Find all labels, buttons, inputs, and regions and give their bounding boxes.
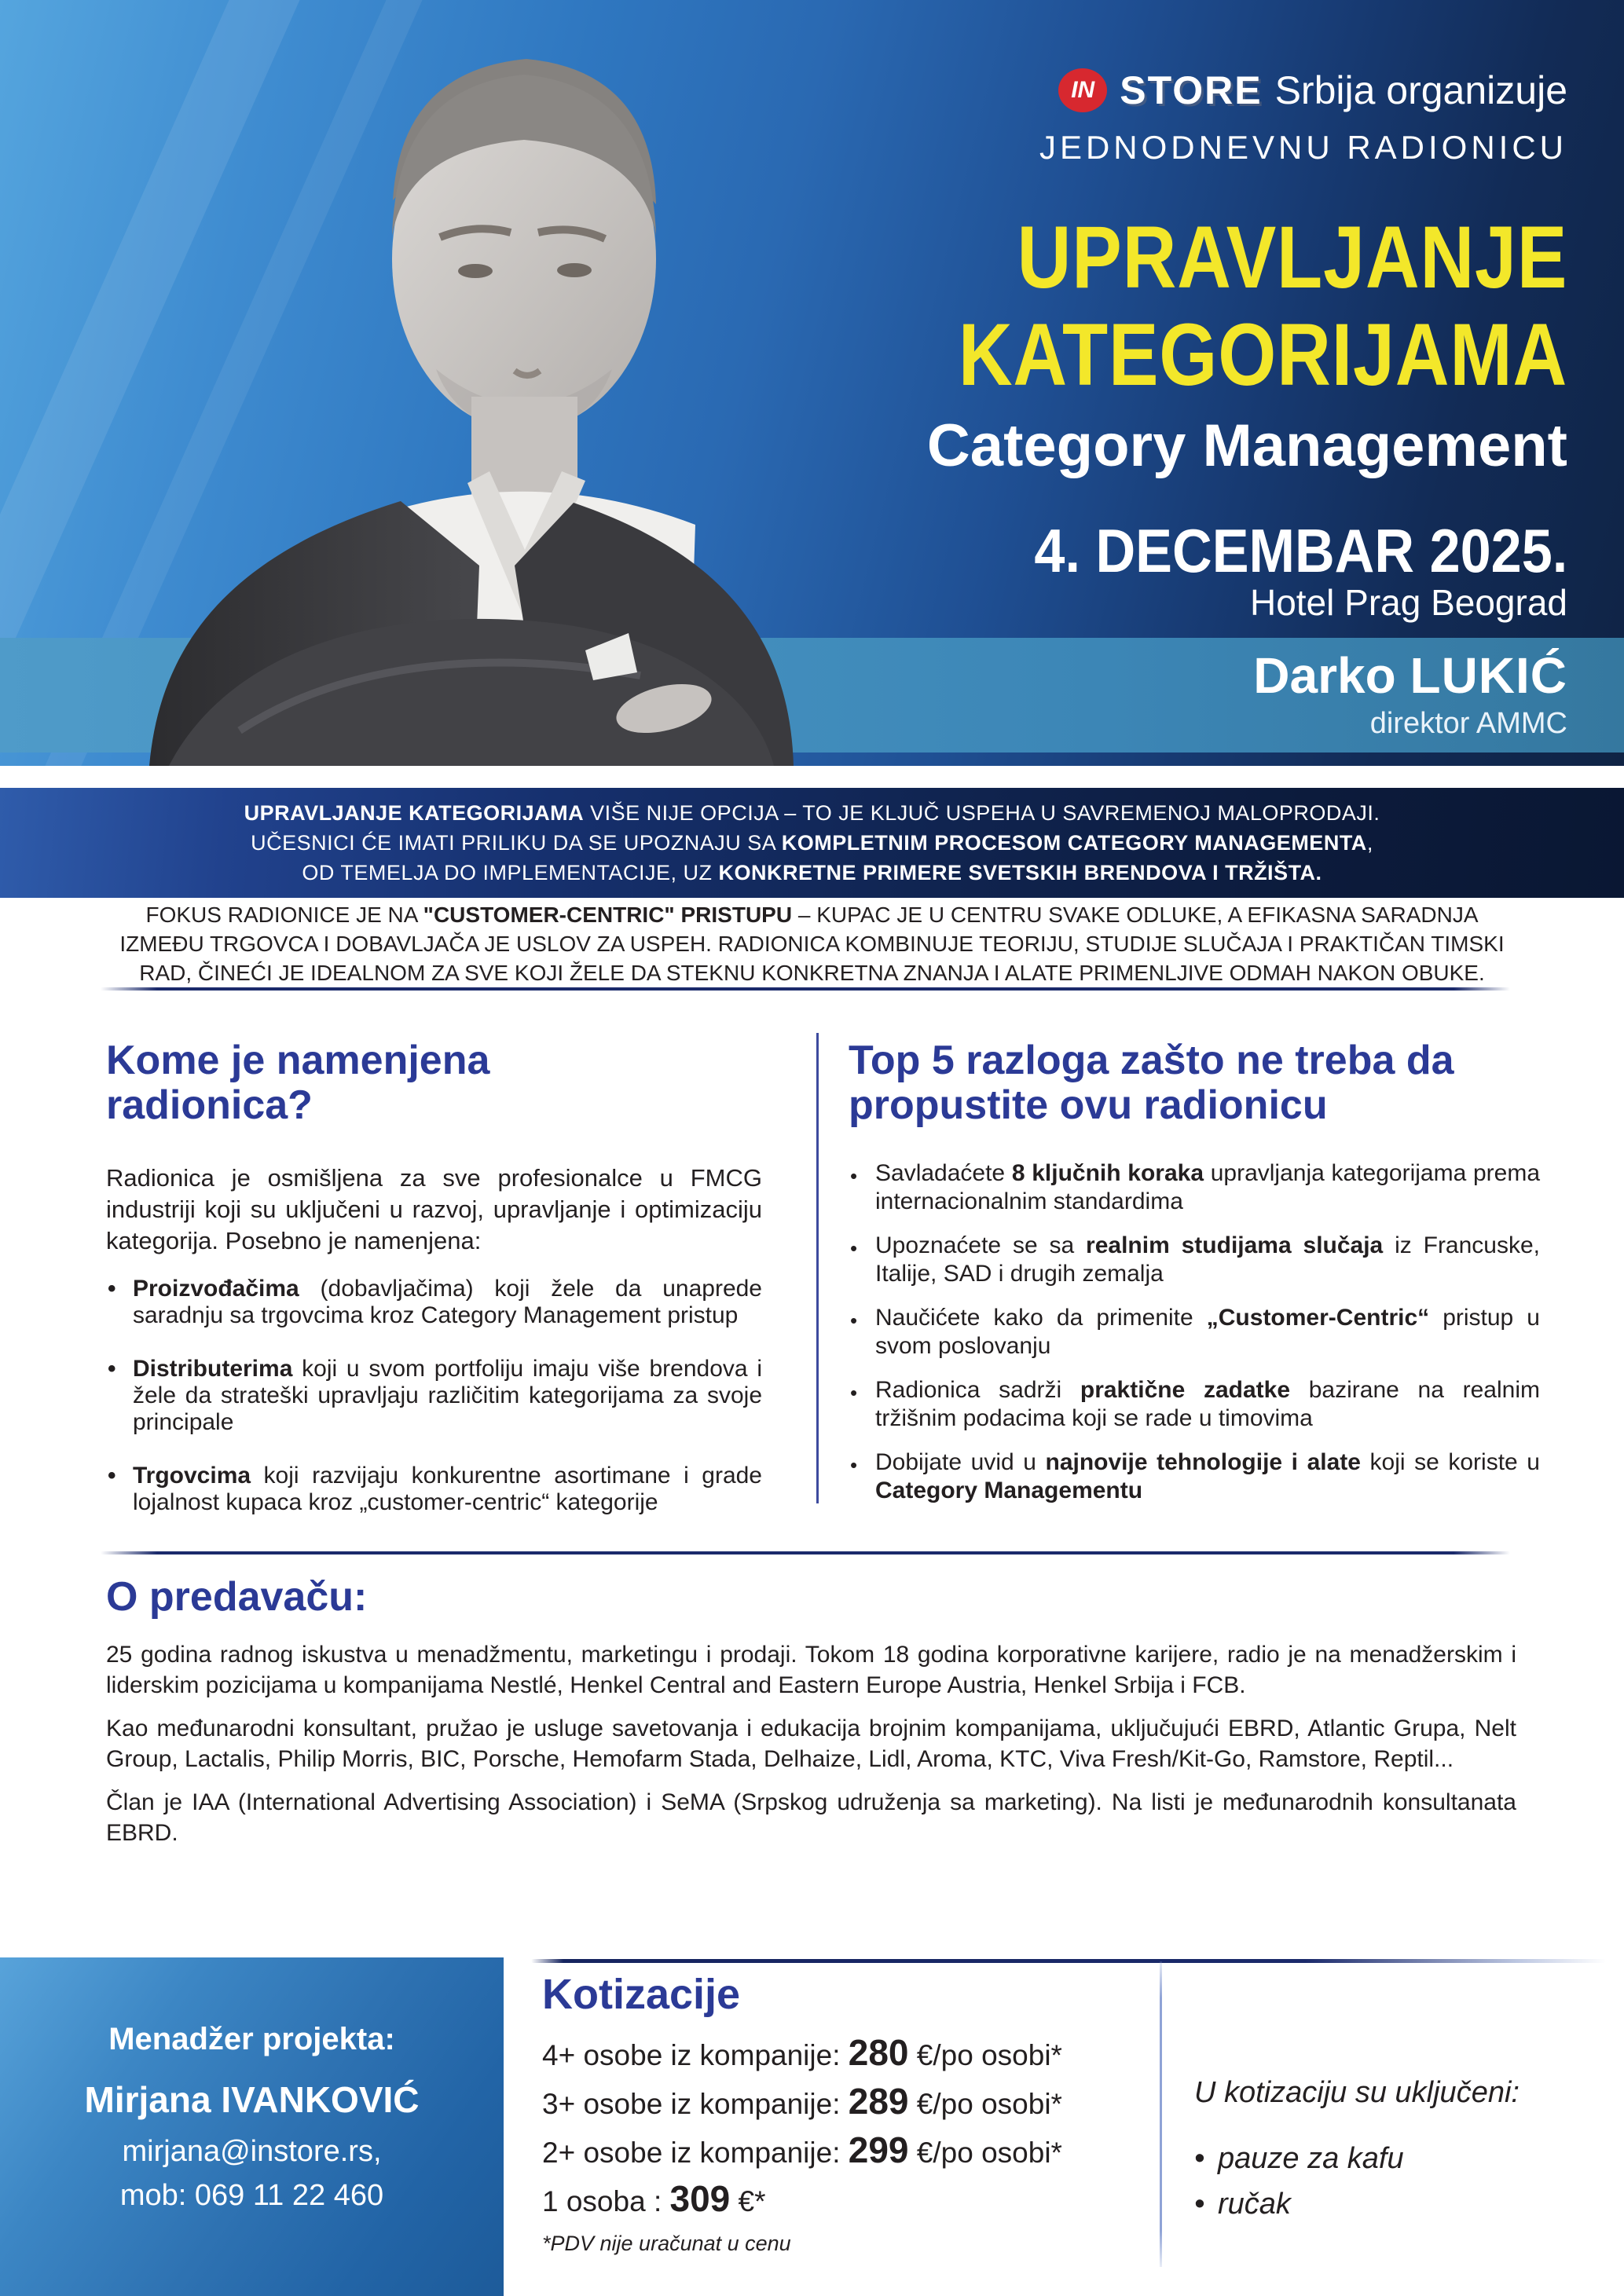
event-title-line1-text: UPRAVLJANJE (1017, 208, 1567, 306)
list-item-text: koji u svom portfoliju imaju više brendova i žele da strateški upravljaju različitim kategorijama za svoje principale (133, 1356, 762, 1435)
about-speaker-section (106, 1576, 1516, 1861)
banner-line-bold: KONKRETNE PRIMERE SVETSKIH BRENDOVA I TRŽIŠTA. (718, 861, 1322, 884)
audience-list (106, 1276, 762, 1516)
fee-text: €/po osobi* (908, 2088, 1062, 2120)
fee-text: €/po osobi* (908, 2039, 1062, 2071)
section-divider (101, 987, 1510, 991)
fee-text: 2+ osobe iz kompanije: (542, 2137, 849, 2169)
manager-email: mirjana@instore.rs, (122, 2135, 382, 2168)
instore-logo-in-text: IN (1071, 77, 1095, 103)
list-item-bold: „Customer-Centric“ (1206, 1305, 1430, 1331)
list-item-bold: Distributerima (133, 1356, 293, 1382)
speaker-role: direktor AMMC (1369, 707, 1567, 740)
fees-section (542, 1973, 1141, 2256)
vat-note: *PDV nije uračunat u cenu (542, 2232, 791, 2255)
organizer-text: Srbija organizuje (1274, 68, 1567, 112)
banner-line-text: OD TEMELJA DO IMPLEMENTACIJE, UZ (302, 861, 719, 884)
instore-logo-badge (1058, 68, 1107, 112)
about-paragraph: Kao međunarodni konsultant, pružao je usluge savetovanja i edukacija brojnim kompanijama, uključujući EBRD, Atlantic Grupa, Nelt Group, Lactalis, Philip Morris, BIC, Porsche, Hemofarm Stada, Delhaize, Lidl, Aroma, KTC, Viva Fresh/Kit-Go, Ramstore, Reptil... (106, 1716, 1516, 1772)
banner-line-bold: KOMPLETNIM PROCESOM CATEGORY MANAGEMENTA (781, 831, 1367, 855)
intro-bold-text: "CUSTOMER-CENTRIC" PRISTUPU (423, 903, 793, 927)
about-paragraph: 25 godina radnog iskustva u menadžmentu, marketingu i prodaji. Tokom 18 godina korporativne karijere, radio je na menadžerskim i liderskim pozicijama u kompanijama Nestlé, Henkel Central and Eastern Europe Austria, Henkel Srbija i FCB. (106, 1642, 1516, 1698)
fee-text: 3+ osobe iz kompanije: (542, 2088, 849, 2120)
list-item-text: Dobijate uvid u (875, 1449, 1046, 1475)
list-item-text: koji razvijaju konkurentne asortimane i grade lojalnost kupaca kroz „customer-centric“ kategorije (133, 1463, 762, 1515)
list-item (849, 1376, 1540, 1433)
key-message-banner (0, 788, 1624, 898)
fees-heading: Kotizacije (542, 1971, 741, 2018)
fee-line (542, 2030, 1141, 2078)
fee-line (542, 2127, 1141, 2176)
banner-line-text: VIŠE NIJE OPCIJA – TO JE KLJUČ USPEHA U SAVREMENOJ MALOPRODAJI. (584, 801, 1380, 825)
speaker-last-name: LUKIĆ (1410, 647, 1567, 704)
list-item (106, 1356, 762, 1436)
reasons-list (849, 1159, 1540, 1505)
footer-divider (531, 1959, 1606, 1963)
list-item-text: Radionica sadrži (875, 1377, 1080, 1403)
list-item (106, 1276, 762, 1329)
list-item (849, 1159, 1540, 1216)
manager-label: Menadžer projekta: (108, 2022, 395, 2056)
project-manager-box (0, 1957, 504, 2296)
intro-text: FOKUS RADIONICE JE NA (145, 903, 423, 927)
hero-text (452, 0, 1567, 621)
list-item-text: Upoznaćete se sa (875, 1232, 1087, 1258)
included-item: • pauze za kafu (1194, 2141, 1603, 2176)
fee-line (542, 2078, 1141, 2127)
fee-text: €* (730, 2185, 766, 2217)
list-item-bold: 8 ključnih koraka (1011, 1160, 1204, 1186)
hero-section (0, 0, 1624, 766)
list-item-text: iz Francuske, Italije, SAD i drugih zemalja (875, 1232, 1541, 1287)
list-item-bold: praktične zadatke (1080, 1377, 1291, 1403)
banner-line-bold: UPRAVLJANJE KATEGORIJAMA (244, 801, 585, 825)
included-item: • ručak (1194, 2187, 1603, 2221)
intro-text: – KUPAC JE U CENTRU SVAKE ODLUKE, A EFIKASNA SARADNJA IZMEĐU TRGOVCA I DOBAVLJAČA JE USLOV ZA USPEH. RADIONICA KOMBINUJE TEORIJU, STUDIJE SLUČAJA I PRAKTIČAN TIMSKI RAD, ČINEĆI JE IDEALNOM ZA SVE KOJI ŽELE DA STEKNU KONKRETNA ZNANJA I ALATE PRIMENLJIVE ODMAH NAKON OBUKE. (119, 903, 1505, 985)
about-paragraph: Član je IAA (International Advertising Association) i SeMA (Srpskog udruženja sa marketing). Na listi je međunarodnih konsultanata EBRD. (106, 1789, 1516, 1846)
reasons-section (849, 1021, 1540, 1521)
event-venue: Hotel Prag Beograd (1249, 582, 1567, 623)
included-title: U kotizaciju su uključeni: (1194, 2076, 1520, 2109)
list-item-text: koji se koriste u (1360, 1449, 1540, 1475)
banner-line-text: UČESNICI ĆE IMATI PRILIKU DA SE UPOZNAJU SA (251, 831, 782, 855)
fee-amount: 299 (848, 2129, 909, 2170)
event-title-english: Category Management (926, 412, 1567, 479)
event-date (452, 516, 1567, 585)
event-subtitle: JEDNODNEVNU RADIONICU (1039, 129, 1567, 166)
list-item-text: Savladaćete (875, 1160, 1012, 1186)
reasons-heading: Top 5 razloga zašto ne treba da propustite ovu radionicu (849, 1038, 1454, 1128)
audience-lead: Radionica je osmišljena za sve profesionalce u FMCG industriji koji su uključeni u razvoj, upravljanje i optimizaciju kategorija. Posebno je namenjena: (106, 1164, 762, 1254)
footer-column-divider (1160, 1961, 1162, 2267)
list-item (849, 1448, 1540, 1505)
fee-amount: 289 (848, 2081, 909, 2122)
banner-line (0, 798, 1624, 828)
list-item-text: (dobavljačima) koji žele da unaprede saradnju sa trgovcima kroz Category Management pristup (133, 1276, 762, 1328)
list-item-bold: realnim studijama slučaja (1086, 1232, 1384, 1258)
list-item (106, 1463, 762, 1516)
list-item-bold: Proizvođačima (133, 1276, 299, 1302)
fee-text: 4+ osobe iz kompanije: (542, 2039, 849, 2071)
fee-text: 1 osoba : (542, 2185, 670, 2217)
column-divider (816, 1033, 819, 1503)
manager-phone: mob: 069 11 22 460 (119, 2179, 384, 2212)
fees-list (542, 2030, 1141, 2225)
instore-logo (452, 68, 1567, 113)
fee-line (542, 2176, 1141, 2225)
fee-amount: 309 (669, 2178, 731, 2219)
focus-intro (113, 900, 1512, 987)
audience-section (106, 1021, 762, 1543)
list-item-bold: najnovije tehnologije i alate (1045, 1449, 1361, 1475)
list-item-text: bazirane na realnim tržišnim podacima koji se rade u timovima (875, 1377, 1540, 1431)
manager-name: Mirjana IVANKOVIĆ (84, 2079, 420, 2120)
list-item-text: upravljanja kategorijama prema internacionalnim standardima (875, 1160, 1541, 1214)
event-title-line2 (452, 306, 1567, 404)
speaker-first-name: Darko (1253, 647, 1410, 704)
list-item-bold: Category Managementu (875, 1478, 1143, 1503)
banner-line-text: , (1366, 831, 1373, 855)
fee-amount: 280 (848, 2032, 909, 2073)
list-item-text: pristup u svom poslovanju (875, 1305, 1540, 1359)
instore-logo-store-text: STORE (1120, 68, 1263, 112)
event-title-line2-text: KATEGORIJAMA (958, 306, 1567, 404)
list-item-text: Naučićete kako da primenite (875, 1305, 1207, 1331)
event-title-line1 (452, 208, 1567, 306)
event-date-text: 4. DECEMBAR 2025. (1034, 516, 1567, 585)
fee-text: €/po osobi* (908, 2137, 1062, 2169)
banner-line (0, 828, 1624, 858)
about-heading: O predavaču: (106, 1574, 368, 1620)
list-item (849, 1304, 1540, 1360)
section-divider (101, 1551, 1510, 1554)
list-item (849, 1232, 1540, 1288)
banner-line (0, 858, 1624, 888)
audience-heading: Kome je namenjena radionica? (106, 1038, 490, 1128)
list-item-bold: Trgovcima (133, 1463, 251, 1489)
included-section (1194, 2075, 1603, 2221)
